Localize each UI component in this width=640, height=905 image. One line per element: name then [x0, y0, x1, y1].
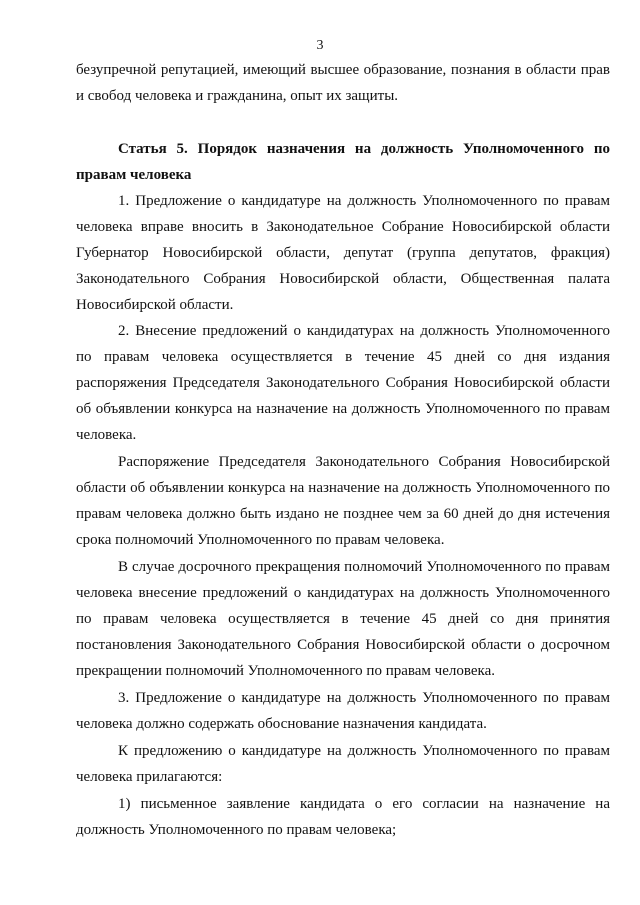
- list-item-1: 1) письменное заявление кандидата о его согласии на назначение на должность Уполномоченного по правам человека;: [76, 796, 610, 838]
- paragraph-continuation: безупречной репутацией, имеющий высшее образование, познания в области прав и свобод человека и гражданина, опыт их защиты.: [76, 62, 610, 104]
- paragraph-4: В случае досрочного прекращения полномочий Уполномоченного по правам человека внесение предложений о кандидатурах на должность Уполномоченного по правам человека осуществляется в течение 45 дней со дня принятия постановления Законодательного Собрания Новосибирской области о досрочном прекращении полномочий Уполномоченного по правам человека.: [76, 559, 610, 679]
- page-number: 3: [316, 38, 324, 53]
- paragraph-2: 2. Внесение предложений о кандидатурах на должность Уполномоченного по правам человека осуществляется в течение 45 дней со дня издания распоряжения Председателя Законодательного Собрания Новосибирской области об объявлении конкурса на назначение на должность Уполномоченного по правам человека.: [76, 323, 610, 443]
- document-body: [76, 57, 610, 843]
- paragraph-6: К предложению о кандидатуре на должность Уполномоченного по правам человека прилагаются:: [76, 743, 610, 785]
- paragraph-5: 3. Предложение о кандидатуре на должность Уполномоченного по правам человека должно содержать обоснование назначения кандидата.: [76, 690, 610, 732]
- article-heading: Статья 5. Порядок назначения на должность Уполномоченного по правам человека: [76, 141, 610, 183]
- paragraph-3: Распоряжение Председателя Законодательного Собрания Новосибирской области об объявлении конкурса на назначение на должность Уполномоченного по правам человека должно быть издано не позднее чем за 60 дней до дня истечения срока полномочий Уполномоченного по правам человека.: [76, 454, 610, 548]
- paragraph-1: 1. Предложение о кандидатуре на должность Уполномоченного по правам человека вправе вносить в Законодательное Собрание Новосибирской области Губернатор Новосибирской области, депутат (группа депутатов, фракция) Законодательного Собрания Новосибирской области, Общественная палата Новосибирской области.: [76, 193, 610, 313]
